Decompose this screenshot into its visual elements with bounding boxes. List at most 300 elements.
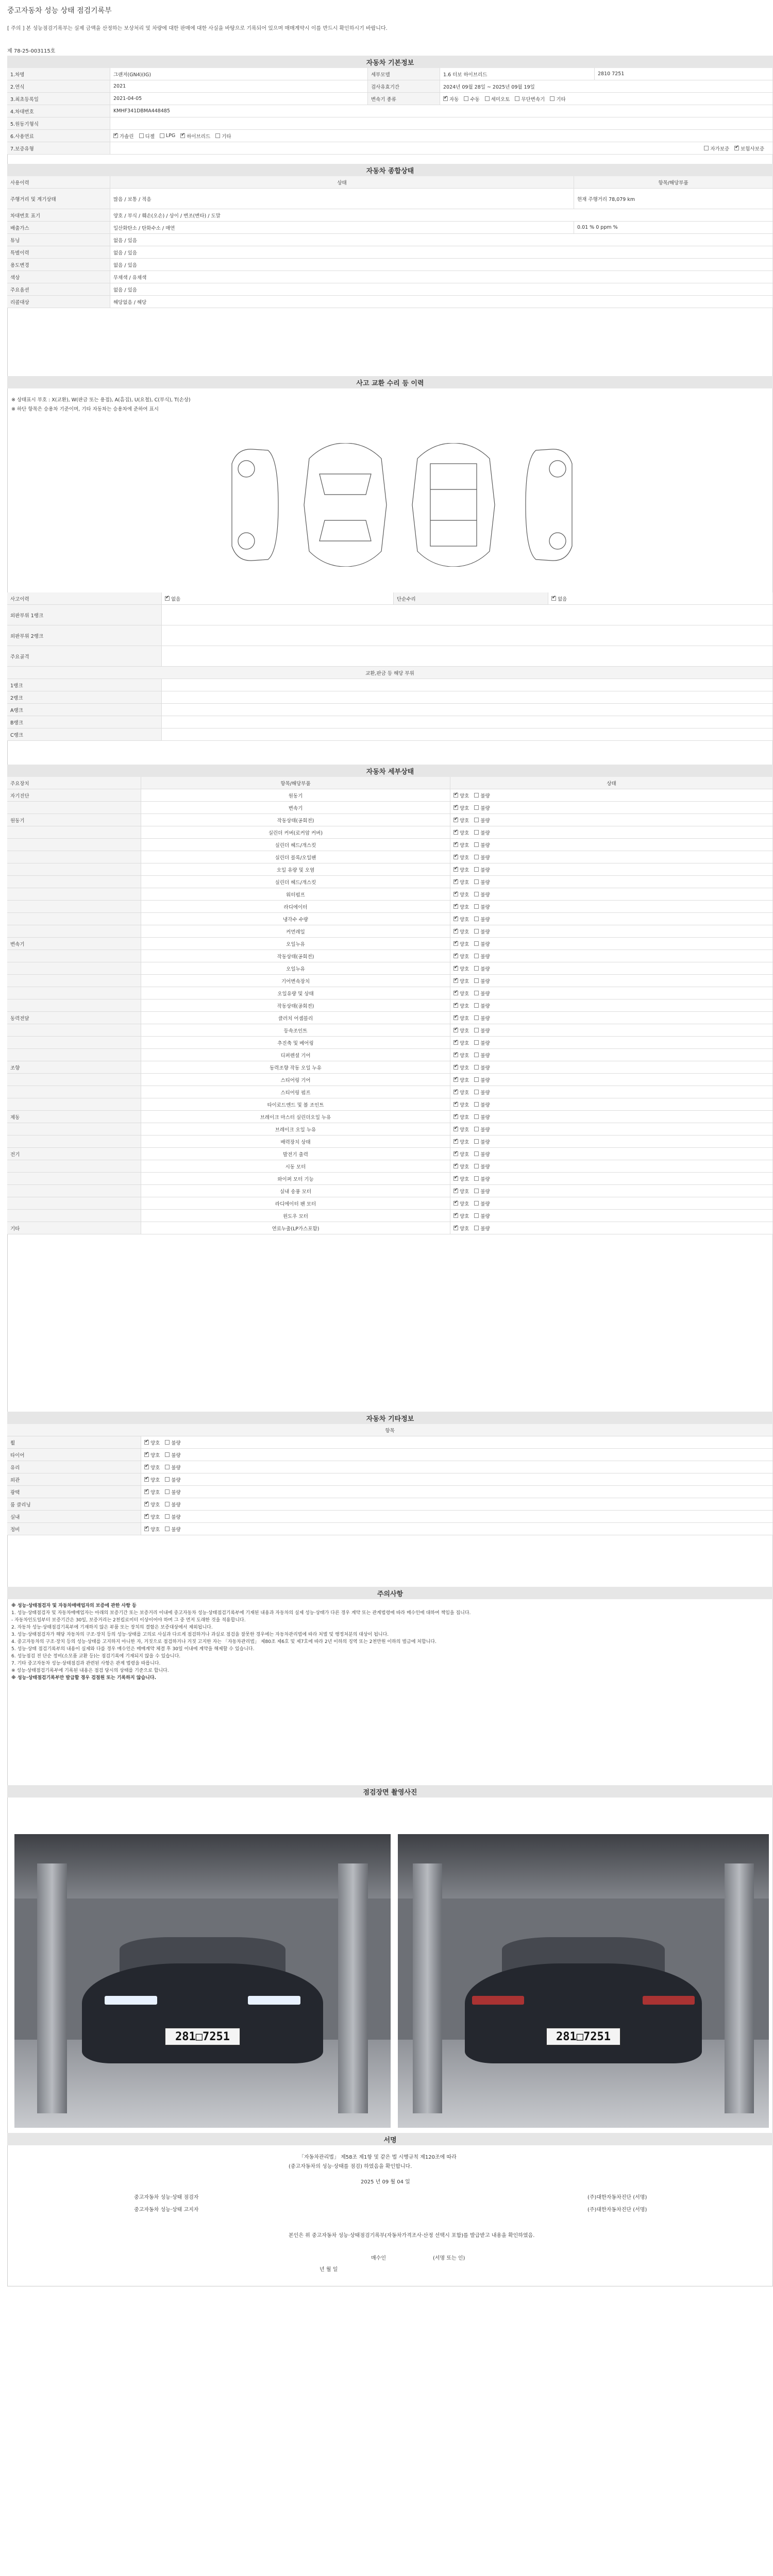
checkbox-bad[interactable]: [474, 1114, 479, 1119]
status-option-label: 양호: [460, 830, 469, 836]
checkbox-good[interactable]: [144, 1502, 149, 1506]
caution-line: 1. 성능·상태점검자 및 자동차매매업자는 아래의 보증기간 또는 보증거리 이내에 중고자동차 성능·상태점검기록부에 기재된 내용과 자동차의 실제 성능·상태가 다른 경우 계약 또는 관계법령에 따라 매수인에 대하여 책임을 집니다.: [11, 1611, 471, 1616]
checkbox-bad[interactable]: [474, 842, 479, 847]
section-accident-repair: 사고 교환 수리 등 이력: [7, 376, 773, 388]
checkbox-other[interactable]: [550, 96, 554, 101]
other-row: [7, 1523, 773, 1535]
detail-row: [7, 814, 773, 826]
detail-row: [7, 901, 773, 913]
status-option: [453, 1163, 469, 1170]
status-option: [453, 829, 469, 836]
section-basic-info: 자동차 기본정보: [7, 56, 773, 68]
detail-group: 전기: [7, 1148, 141, 1160]
label-options: 주요옵션: [7, 283, 110, 295]
checkbox-good[interactable]: [453, 941, 458, 946]
detail-item: 스티어링 기어: [141, 1074, 450, 1086]
checkbox-good[interactable]: [453, 991, 458, 995]
option-self-warranty: 자가보증: [710, 146, 730, 152]
status-option: [453, 1101, 469, 1108]
status-option: [474, 965, 490, 972]
detail-row: [7, 1061, 773, 1074]
checkbox-semi[interactable]: [485, 96, 490, 101]
checkbox-bad[interactable]: [474, 991, 479, 995]
label-vin: 4.차대번호: [7, 105, 110, 117]
status-option-label: 양호: [460, 1114, 469, 1121]
status-option: [474, 1175, 490, 1182]
option-other: 기타: [556, 96, 566, 103]
option-auto: 자동: [449, 96, 459, 103]
checkbox-good[interactable]: [453, 879, 458, 884]
detail-item: 워터펌프: [141, 888, 450, 900]
status-option-label: 불량: [171, 1527, 181, 1533]
car-frame-view: [412, 443, 495, 567]
status-option: [474, 1225, 490, 1232]
status-option: [474, 854, 490, 861]
checkbox-bad[interactable]: [474, 1213, 479, 1218]
status-option: [474, 804, 490, 811]
detail-group: [7, 950, 141, 962]
checkbox-lpg[interactable]: [160, 133, 164, 138]
photo-rear: [398, 1834, 769, 2128]
status-option: [453, 977, 469, 985]
value-outer-rank2: [162, 625, 773, 646]
detail-group: 조향: [7, 1061, 141, 1073]
status-option: [474, 1200, 490, 1207]
checkbox-good[interactable]: [453, 929, 458, 934]
checkbox-bad[interactable]: [474, 1090, 479, 1094]
detail-item: 윈도우 모터: [141, 1210, 450, 1222]
checkbox-repair-none[interactable]: [551, 596, 556, 601]
caution-list: [11, 1602, 759, 1682]
option-fuel-other: 기타: [222, 133, 231, 140]
status-option-label: 불량: [480, 1114, 490, 1121]
detail-status-cell: [450, 1123, 773, 1135]
status-option-label: 불량: [171, 1440, 181, 1446]
detail-row: [7, 950, 773, 962]
checkbox-good[interactable]: [453, 1090, 458, 1094]
checkbox-good[interactable]: [453, 1077, 458, 1082]
checkbox-bad[interactable]: [474, 830, 479, 835]
status-option: [474, 1163, 490, 1170]
caution-line: - 자동차인도일부터 보증기간은 30일, 보증거리는 2천킬로미터 이상이어야 하며 그 중 먼저 도래한 것을 적용합니다.: [11, 1618, 246, 1623]
header-state: 상태: [110, 176, 574, 188]
checkbox-good[interactable]: [453, 904, 458, 909]
checkbox-bad[interactable]: [474, 1077, 479, 1082]
checkbox-manual[interactable]: [464, 96, 468, 101]
detail-group: [7, 1136, 141, 1147]
checkbox-bad[interactable]: [474, 879, 479, 884]
checkbox-good[interactable]: [453, 1114, 458, 1119]
checkbox-bad[interactable]: [165, 1477, 170, 1482]
status-option: [453, 841, 469, 849]
checkbox-good[interactable]: [453, 892, 458, 896]
checkbox-bad[interactable]: [474, 793, 479, 798]
detail-item: 오일누유: [141, 938, 450, 950]
checkbox-bad[interactable]: [474, 855, 479, 859]
checkbox-good[interactable]: [453, 1151, 458, 1156]
checkbox-fuel-other[interactable]: [215, 133, 220, 138]
label-simple-repair: 단순수리: [394, 592, 548, 604]
detail-status-table: [7, 777, 773, 1234]
label-inspection-period: 검사유효기간: [368, 80, 440, 92]
checkbox-good[interactable]: [453, 830, 458, 835]
checkbox-accident-none[interactable]: [165, 596, 170, 601]
other-status-cell: [141, 1449, 773, 1461]
status-option-label: 불량: [171, 1452, 181, 1459]
rankC-value: [162, 728, 773, 740]
checkbox-bad[interactable]: [474, 1003, 479, 1008]
rank2-label: 2랭크: [7, 691, 162, 703]
checkbox-bad[interactable]: [474, 1226, 479, 1230]
photo-front-plate: 281□7251: [165, 2028, 240, 2045]
detail-item: 디퍼렌셜 기어: [141, 1049, 450, 1061]
checkbox-good[interactable]: [144, 1514, 149, 1519]
detail-group: [7, 987, 141, 999]
checkbox-good[interactable]: [453, 818, 458, 822]
status-option: [474, 1212, 490, 1219]
checkbox-bad[interactable]: [165, 1527, 170, 1531]
checkbox-good[interactable]: [453, 1015, 458, 1020]
detail-status-cell: [450, 1086, 773, 1098]
label-outer-rank2: 외판부위 2랭크: [7, 625, 162, 646]
detail-row: [7, 1197, 773, 1210]
detail-item: 실린더 헤드/개스킷: [141, 839, 450, 851]
detail-group: 제동: [7, 1111, 141, 1123]
detail-row: [7, 1160, 773, 1173]
checkbox-bad[interactable]: [165, 1489, 170, 1494]
detail-item: 타이로드엔드 및 볼 조인트: [141, 1098, 450, 1110]
detail-item: 기어변속장치: [141, 975, 450, 987]
checkbox-good[interactable]: [144, 1527, 149, 1531]
value-color: 무채색 / 유채색: [110, 271, 773, 283]
checkbox-bad[interactable]: [474, 1151, 479, 1156]
value-vin: KMHF341DBMA448485: [110, 105, 773, 117]
detail-status-cell: [450, 1098, 773, 1110]
status-option-label: 불량: [480, 1102, 490, 1108]
checkbox-gasoline[interactable]: [113, 133, 118, 138]
checkbox-good[interactable]: [453, 793, 458, 798]
checkbox-hybrid[interactable]: [180, 133, 185, 138]
label-accident: 사고이력: [7, 592, 162, 604]
checkbox-good[interactable]: [453, 1139, 458, 1144]
detail-row: [7, 863, 773, 876]
checkbox-bad[interactable]: [474, 1102, 479, 1107]
checkbox-bad[interactable]: [474, 966, 479, 971]
status-option-label: 불량: [480, 904, 490, 910]
value-emission-reading: 0.01 % 0 ppm %: [574, 222, 773, 233]
checkbox-insurance-warranty[interactable]: [734, 146, 739, 150]
other-row: [7, 1436, 773, 1449]
checkbox-bad[interactable]: [474, 1065, 479, 1070]
label-warranty: 7.보증유형: [7, 142, 110, 154]
checkbox-good[interactable]: [453, 1164, 458, 1168]
status-option-label: 불량: [480, 1028, 490, 1034]
checkbox-good[interactable]: [144, 1465, 149, 1469]
checkbox-good[interactable]: [453, 1102, 458, 1107]
checkbox-bad[interactable]: [474, 978, 479, 983]
detail-item: 스티어링 펌프: [141, 1086, 450, 1098]
checkbox-bad[interactable]: [474, 1040, 479, 1045]
value-simple-repair: [548, 592, 773, 604]
status-option: [474, 1052, 490, 1059]
checkbox-bad[interactable]: [165, 1514, 170, 1519]
checkbox-good[interactable]: [453, 954, 458, 958]
checkbox-good[interactable]: [453, 1189, 458, 1193]
detail-row: [7, 1098, 773, 1111]
checkbox-good[interactable]: [453, 1213, 458, 1218]
status-option-label: 불량: [480, 793, 490, 799]
section-other-info: 자동차 기타정보: [7, 1412, 773, 1424]
detail-status-cell: [450, 1148, 773, 1160]
status-option-label: 양호: [460, 1139, 469, 1145]
checkbox-bad[interactable]: [474, 1053, 479, 1057]
checkbox-good[interactable]: [453, 1201, 458, 1206]
checkbox-good[interactable]: [453, 1053, 458, 1057]
detail-group: [7, 962, 141, 974]
status-option: [453, 1200, 469, 1207]
checkbox-good[interactable]: [453, 917, 458, 921]
status-option-label: 양호: [460, 1201, 469, 1207]
status-option-label: 불량: [480, 929, 490, 935]
detail-item: 변속기: [141, 802, 450, 814]
document-title: 중고자동차 성능 상태 점검기록부: [7, 7, 112, 15]
status-option-label: 불량: [480, 892, 490, 898]
checkbox-good[interactable]: [453, 966, 458, 971]
status-option-label: 양호: [460, 1040, 469, 1046]
other-row: [7, 1511, 773, 1523]
value-first-reg: 2021-04-05: [110, 93, 368, 105]
detail-status-cell: [450, 851, 773, 863]
checkbox-bad[interactable]: [474, 917, 479, 921]
other-row: [7, 1449, 773, 1461]
status-option-label: 양호: [460, 954, 469, 960]
detail-row: [7, 962, 773, 975]
checkbox-bad[interactable]: [474, 1127, 479, 1131]
checkbox-bad[interactable]: [474, 904, 479, 909]
buyer-value[interactable]: (서명 또는 인): [433, 2256, 465, 2261]
checkbox-good[interactable]: [453, 1226, 458, 1230]
detail-item: 시동 모터: [141, 1160, 450, 1172]
detail-row: [7, 826, 773, 839]
detail-status-cell: [450, 814, 773, 826]
certificate-number: 제 78-25-003115호: [7, 48, 56, 54]
checkbox-good[interactable]: [453, 1028, 458, 1032]
status-option-label: 양호: [460, 1090, 469, 1096]
status-option: [144, 1464, 160, 1471]
other-status-cell: [141, 1436, 773, 1448]
detail-status-cell: [450, 839, 773, 851]
status-option-label: 양호: [150, 1527, 160, 1533]
checkbox-good[interactable]: [144, 1452, 149, 1457]
checkbox-good[interactable]: [453, 867, 458, 872]
status-option-label: 불량: [480, 855, 490, 861]
detail-status-cell: [450, 950, 773, 962]
status-option: [453, 817, 469, 824]
detail-group: [7, 1123, 141, 1135]
status-option-label: 양호: [150, 1489, 160, 1496]
value-current-mileage: 현재 주행거리 78,079 km: [574, 189, 773, 209]
detail-item: 작동상태(공회전): [141, 950, 450, 962]
checkbox-bad[interactable]: [474, 1015, 479, 1020]
status-option-label: 불량: [171, 1502, 181, 1508]
detail-group: [7, 876, 141, 888]
detail-group: [7, 826, 141, 838]
checkbox-good[interactable]: [453, 842, 458, 847]
label-tuning: 튜닝: [7, 234, 110, 246]
checkbox-bad[interactable]: [165, 1465, 170, 1469]
status-option: [474, 792, 490, 799]
status-option: [453, 1188, 469, 1195]
checkbox-good[interactable]: [453, 1040, 458, 1045]
detail-group: [7, 888, 141, 900]
status-option-label: 양호: [460, 917, 469, 923]
sign-line2: (중고자동차의 성능·상태를 점검) 하였음을 확인합니다.: [289, 2164, 412, 2170]
status-option: [474, 977, 490, 985]
checkbox-bad[interactable]: [474, 818, 479, 822]
status-option: [453, 953, 469, 960]
other-item: 룸 클리닝: [7, 1498, 141, 1510]
value-detail-model: 1.6 터보 하이브리드: [440, 68, 595, 80]
checkbox-bad[interactable]: [165, 1440, 170, 1445]
detail-row: [7, 1049, 773, 1061]
detail-group: [7, 999, 141, 1011]
checkbox-bad[interactable]: [474, 867, 479, 872]
detail-item: 오일누유: [141, 962, 450, 974]
checkbox-bad[interactable]: [474, 1176, 479, 1181]
detail-row: [7, 888, 773, 901]
checkbox-bad[interactable]: [474, 929, 479, 934]
option-lpg: LPG: [165, 133, 176, 139]
detail-row: [7, 789, 773, 802]
status-option: [453, 1002, 469, 1009]
checkbox-good[interactable]: [453, 1003, 458, 1008]
label-first-reg: 3.최초등록일: [7, 93, 110, 105]
detail-group: [7, 863, 141, 875]
checkbox-good[interactable]: [144, 1489, 149, 1494]
checkbox-diesel[interactable]: [139, 133, 144, 138]
accident-table: [7, 592, 773, 741]
status-option-label: 양호: [150, 1477, 160, 1483]
caution-line: ※ 성능·상태점검기록부만 발급할 경우 검점원 또는 기록하지 않습니다.: [11, 1675, 156, 1681]
detail-group: [7, 925, 141, 937]
checkbox-cvt[interactable]: [515, 96, 519, 101]
rank1-label: 1랭크: [7, 679, 162, 691]
section-photos: 점검장면 촬영사진: [7, 1785, 773, 1798]
status-option: [453, 990, 469, 997]
detail-row: [7, 975, 773, 987]
status-option-label: 양호: [460, 1077, 469, 1083]
status-option: [474, 953, 490, 960]
detail-row: [7, 1173, 773, 1185]
detail-status-cell: [450, 925, 773, 937]
caution-line: ※ 성능·상태점검자 및 자동차매매업자의 보증에 관한 사항 등: [11, 1603, 137, 1608]
checkbox-bad[interactable]: [165, 1502, 170, 1506]
checkbox-bad[interactable]: [165, 1452, 170, 1457]
detail-item: 라디에이터: [141, 901, 450, 912]
detail-status-cell: [450, 987, 773, 999]
checkbox-bad[interactable]: [474, 1189, 479, 1193]
checkbox-good[interactable]: [144, 1440, 149, 1445]
detail-group: [7, 975, 141, 987]
status-option: [474, 1138, 490, 1145]
detail-item: 원동기: [141, 789, 450, 801]
caution-line: 4. 중고자동차의 구조·장치 등의 성능·상태를 고지하지 아니한 자, 거짓으로 점검하거나 거짓 고지한 자는 「자동차관리법」 제80조 제6호 및 제7호에 따라 2년 이하의 징역 또는 2천만원 이하의 벌금에 처합니다.: [11, 1639, 436, 1645]
status-option-label: 불량: [480, 842, 490, 849]
detail-row: [7, 839, 773, 851]
detail-group: [7, 1024, 141, 1036]
status-option: [144, 1476, 160, 1483]
value-accident: [162, 592, 394, 604]
status-option-label: 양호: [460, 1065, 469, 1071]
detail-status-cell: [450, 1074, 773, 1086]
status-option-label: 양호: [460, 855, 469, 861]
detail-group: [7, 1049, 141, 1061]
detail-group: [7, 1185, 141, 1197]
detail-status-cell: [450, 1037, 773, 1048]
checkbox-bad[interactable]: [474, 1139, 479, 1144]
status-option-label: 불량: [480, 1189, 490, 1195]
status-option: [453, 916, 469, 923]
status-option-label: 불량: [480, 1201, 490, 1207]
status-option-label: 양호: [460, 991, 469, 997]
checkbox-good[interactable]: [453, 855, 458, 859]
status-option: [453, 804, 469, 811]
detail-row: [7, 913, 773, 925]
checkbox-auto[interactable]: [443, 96, 448, 101]
status-option-label: 양호: [460, 941, 469, 947]
status-option: [453, 854, 469, 861]
status-option-label: 불량: [480, 991, 490, 997]
detail-status-cell: [450, 789, 773, 801]
label-engine-type: 5.원동기형식: [7, 117, 110, 129]
checkbox-self-warranty[interactable]: [704, 146, 709, 150]
checkbox-bad[interactable]: [474, 941, 479, 946]
checkbox-good[interactable]: [453, 1176, 458, 1181]
checkbox-good[interactable]: [453, 805, 458, 810]
detail-item: 커먼레일: [141, 925, 450, 937]
detail-status-cell: [450, 802, 773, 814]
detail-item: 오일 유량 및 오염: [141, 863, 450, 875]
detail-row: [7, 1222, 773, 1234]
detail-group: [7, 1197, 141, 1209]
other-item: 타이어: [7, 1449, 141, 1461]
checkbox-bad[interactable]: [474, 1028, 479, 1032]
detail-status-cell: [450, 1049, 773, 1061]
checkbox-bad[interactable]: [474, 892, 479, 896]
detail-status-cell: [450, 1222, 773, 1234]
checkbox-good[interactable]: [453, 1127, 458, 1131]
status-option: [144, 1501, 160, 1508]
value-plate: 2810 7251: [595, 68, 773, 80]
checkbox-bad[interactable]: [474, 805, 479, 810]
other-status-cell: [141, 1511, 773, 1522]
checkbox-bad[interactable]: [474, 1201, 479, 1206]
status-option: [453, 1076, 469, 1083]
checkbox-good[interactable]: [453, 1065, 458, 1070]
checkbox-bad[interactable]: [474, 1164, 479, 1168]
value-tuning: 없음 / 있음: [110, 234, 773, 246]
status-option-label: 불량: [171, 1489, 181, 1496]
fuel-options: [110, 130, 773, 142]
status-option: [474, 1076, 490, 1083]
status-option: [474, 1101, 490, 1108]
checkbox-good[interactable]: [144, 1477, 149, 1482]
caution-line: 6. 성능점검 전 단순 정비(소모품 교환 등)는 점검기록에 기재되지 않을 수 있습니다.: [11, 1654, 181, 1659]
checkbox-good[interactable]: [453, 978, 458, 983]
header-usage: 사용이력: [7, 176, 110, 188]
checkbox-bad[interactable]: [474, 954, 479, 958]
caution-line: 3. 성능·상태점검자가 해당 자동차의 구조·장치 등의 성능·상태를 고의로 사실과 다르게 점검하거나 과실로 점검을 잘못한 경우에는 자동차관리법에 따라 처벌 및 행정처분의 대상이 됩니다.: [11, 1632, 389, 1637]
